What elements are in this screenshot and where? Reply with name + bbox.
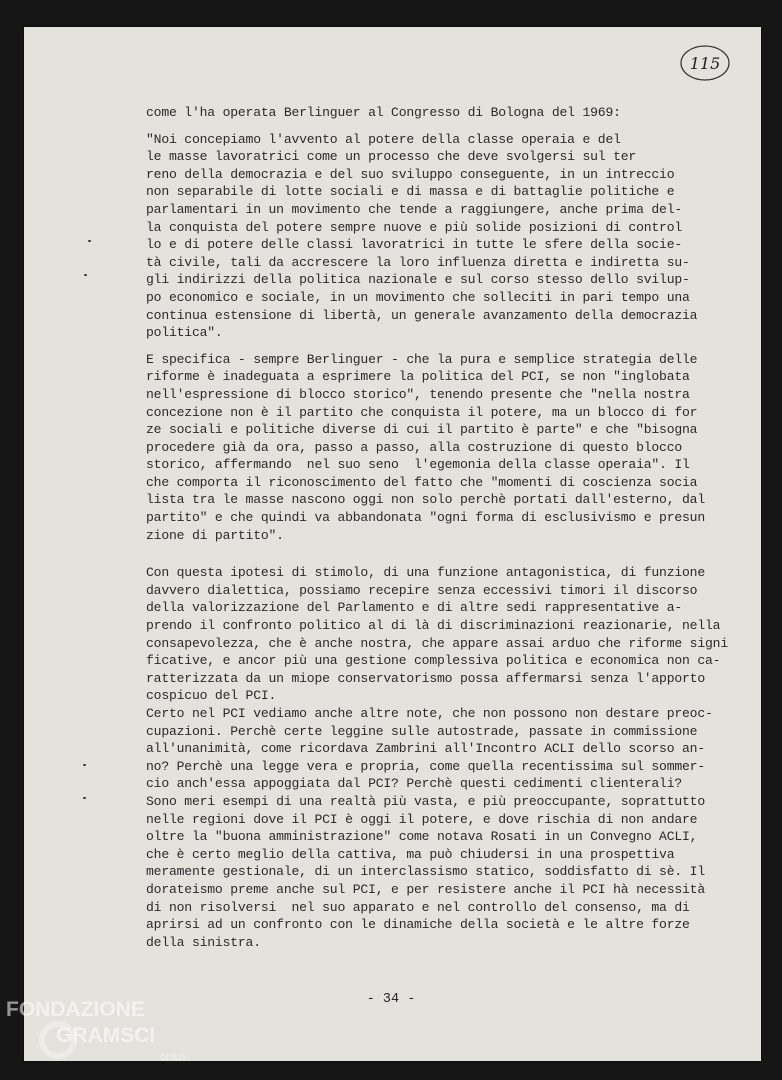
text-line: le masse lavoratrici come un processo che deve svolgersi sul ter (146, 149, 637, 165)
text-line: cupazioni. Perchè certe leggine sulle autostrade, passate in commissione (146, 723, 698, 739)
text-line: cio anch'essa appoggiata dal PCI? Perchè questi cedimenti clienterali? (146, 776, 683, 792)
text-line: la conquista del potere sempre nuove e più solide posizioni di control (146, 219, 683, 235)
text-line: "Noi concepiamo l'avvento al potere della classe operaia e del (146, 131, 621, 147)
paragraph-ipotesi (146, 564, 728, 951)
text-line: aprirsi ad un confronto con le dinamiche della società e le altre forze (146, 917, 690, 933)
text-line: all'unanimità, come ricordava Zambrini all'Incontro ACLI dello scorso an- (146, 741, 705, 757)
text-line: Con questa ipotesi di stimolo, di una funzione antagonistica, di funzione (146, 565, 705, 581)
text-line: partito" e che quindi va abbandonata "ogni forma di esclusivismo e presun (146, 510, 705, 526)
text-line: zione di partito". (146, 527, 284, 543)
text-line: concezione non è il partito che conquista il potere, ma un blocco di for (146, 404, 698, 420)
text-line: come l'ha operata Berlinguer al Congresso di Bologna del 1969: (146, 105, 621, 120)
text-line: oltre la "buona amministrazione" come notava Rosati in un Convegno ACLI, (146, 829, 698, 845)
text-line: E specifica - sempre Berlinguer - che la pura e semplice strategia delle (146, 351, 698, 367)
punch-mark (83, 764, 86, 766)
watermark-line3: onlus (160, 1051, 187, 1063)
text-line: della valorizzazione del Parlamento e di altre sedi rappresentative a- (146, 600, 683, 616)
text-line: meramente gestionale, di un interclassismo statico, soddisfatto di sè. Il (146, 864, 705, 880)
text-line: cospicuo del PCI. (146, 688, 277, 704)
watermark-line1: FONDAZIONE (6, 998, 145, 1021)
text-line: di non risolversi nel suo apparato e nel controllo del consenso, ma di (146, 899, 690, 915)
text-line: continua estensione di libertà, un generale avanzamento della democrazia (146, 307, 698, 323)
text-line: ratterizzata da un miope conservatorismo possa affermarsi senza l'apporto (146, 670, 705, 686)
text-line: storico, affermando nel suo seno l'egemonia della classe operaia". Il (146, 457, 690, 473)
text-line: che comporta il riconoscimento del fatto che "momenti di coscienza socia (146, 474, 698, 490)
text-line: parlamentari in un movimento che tende a raggiungere, anche prima del- (146, 201, 683, 217)
text-line: procedere già da ora, passo a passo, alla costruzione di questo blocco (146, 439, 683, 455)
punch-mark (84, 274, 87, 276)
text-line: Certo nel PCI vediamo anche altre note, che non possono non destare preoc- (146, 706, 713, 721)
text-line: politica". (146, 325, 223, 341)
text-line: no? Perchè una legge vera e propria, come quella recentissima sul sommer- (146, 758, 705, 774)
text-line: che è certo meglio della cattiva, ma può chiudersi in una prospettiva (146, 846, 675, 862)
text-line: ze sociali e politiche diverse di cui il partito è parte" e che "bisogna (146, 422, 698, 438)
punch-mark (83, 797, 86, 799)
page-number: - 34 - (366, 992, 416, 1007)
archive-number: 115 (689, 54, 721, 73)
text-line: nell'espressione di blocco storico", tenendo presente che "nella nostra (146, 386, 690, 402)
text-line: dorateismo preme anche sul PCI, e per resistere anche il PCI hà necessità (146, 881, 705, 897)
text-line: prendo il confronto politico al di là di discriminazioni reazionarie, nella (146, 618, 721, 634)
text-line: nelle regioni dove il PCI è oggi il potere, e dove rischia di non andare (146, 811, 698, 827)
text-line: lista tra le masse nascono oggi non solo perchè portati dall'esterno, dal (146, 492, 705, 508)
text-line: della sinistra. (146, 934, 261, 950)
text-line: gli indirizzi della politica nazionale e sul corso stesso dello svilup- (146, 272, 690, 288)
fondazione-gramsci-watermark (6, 994, 196, 1074)
paragraph-specifica (146, 351, 705, 545)
text-line: reno della democrazia e del suo sviluppo conseguente, in un intreccio (146, 166, 675, 182)
text-line: ficative, e ancor più una gestione complessiva politica e economica non ca- (146, 653, 721, 669)
paragraph-intro (146, 104, 691, 122)
text-line: consapevolezza, che è anche nostra, che appare assai arduo che riforme signi (146, 635, 728, 651)
text-line: non separabile di lotte sociali e di massa e di battaglie politiche e (146, 184, 675, 200)
punch-mark (88, 240, 91, 242)
archive-number-stamp (679, 43, 731, 83)
text-line: davvero dialettica, possiamo recepire senza eccessivi timori il discorso (146, 582, 698, 598)
text-line: po economico e sociale, in un movimento che solleciti in pari tempo una (146, 289, 690, 305)
text-line: Sono meri esempi di una realtà più vasta, e più preoccupante, soprattutto (146, 793, 705, 809)
paragraph-quote (146, 131, 698, 342)
text-line: lo e di potere delle classi lavoratrici in tutte le sfere della socie- (146, 237, 683, 253)
text-line: riforme è inadeguata a esprimere la politica del PCI, se non "inglobata (146, 369, 690, 385)
document-body (146, 104, 728, 951)
watermark-line2: GRAMSCI (56, 1024, 156, 1047)
text-line: tà civile, tali da accrescere la loro influenza diretta e indiretta su- (146, 254, 690, 270)
